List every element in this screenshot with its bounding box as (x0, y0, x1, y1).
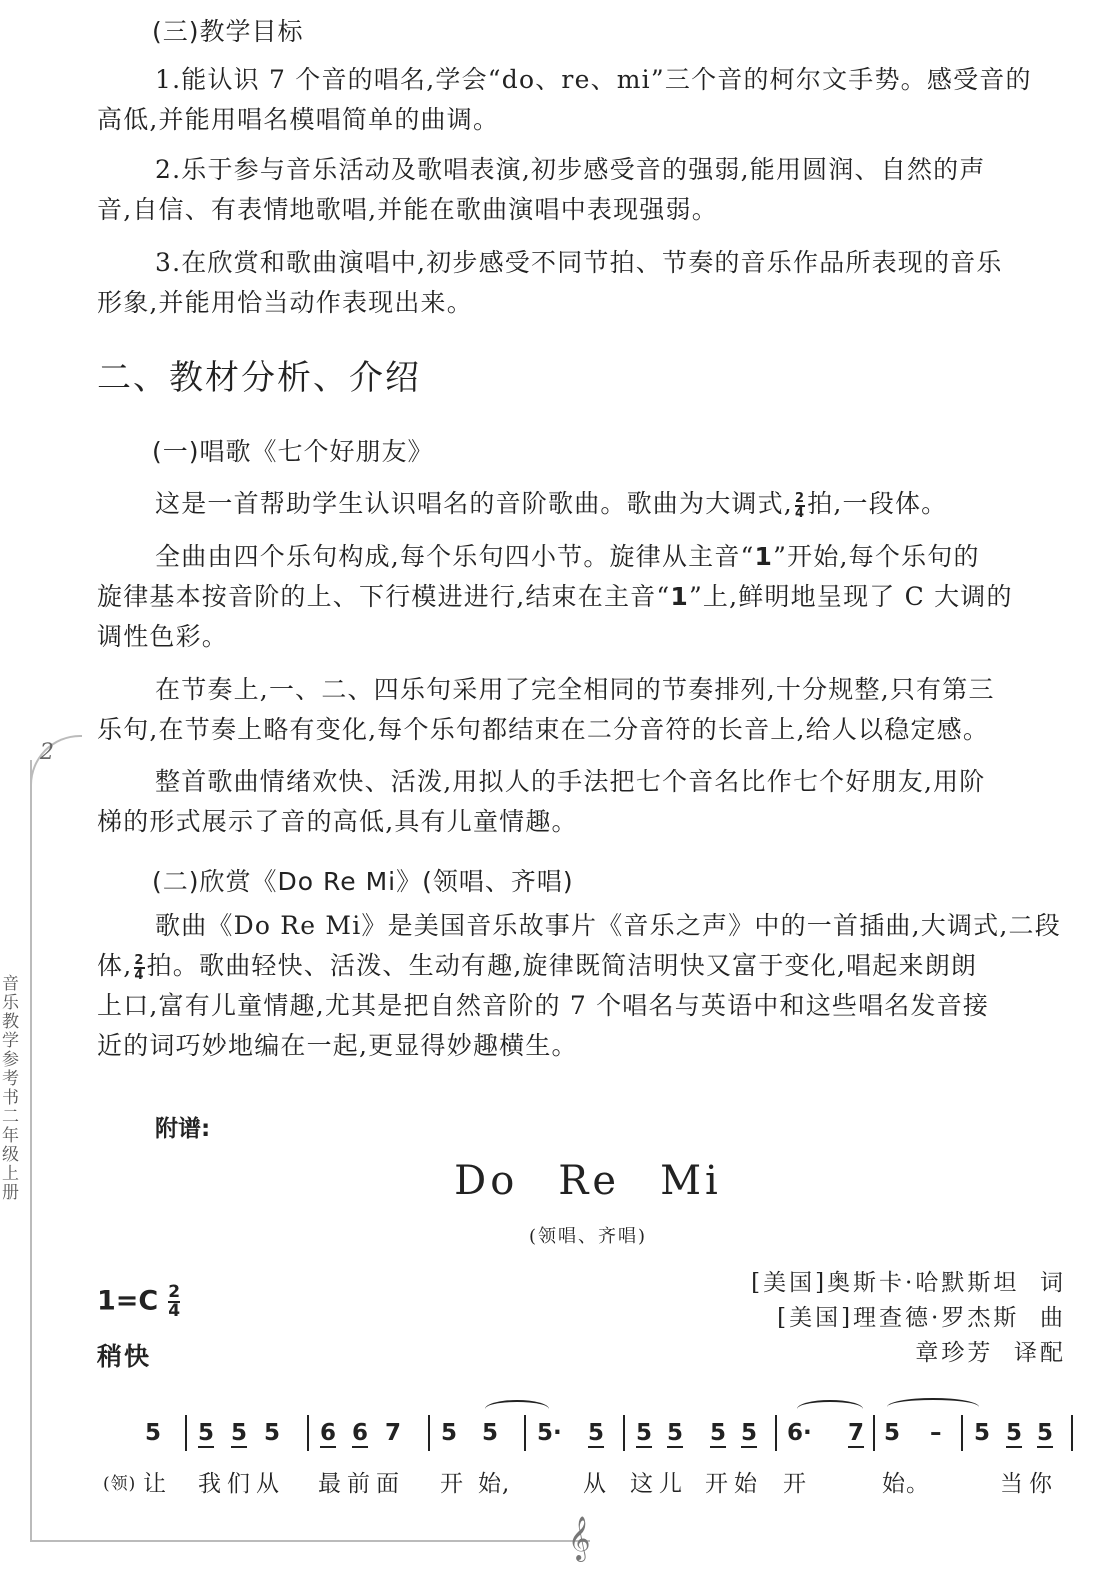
part1-paragraph-2: 全曲由四个乐句构成,每个乐句四小节。旋律从主音“1”开始,每个乐句的 旋律基本按音阶的上、下行模进进行,结束在主音“1”上,鲜明地呈现了 C 大调的 调性色彩。 (97, 542, 1013, 651)
tempo-marking: 稍快 (97, 1342, 152, 1371)
treble-clef-icon: 𝄞 (568, 1516, 591, 1560)
part1-heading: (一)唱歌《七个好朋友》 (152, 437, 434, 466)
section-heading-goals: (三)教学目标 (152, 17, 304, 46)
score-credits (751, 1266, 1066, 1371)
goal-1: 1.能认识 7 个音的唱名,学会“do、re、mi”三个音的柯尔文手势。感受音的 高低,并能用唱名模唱简单的曲调。 (97, 65, 1032, 134)
time-signature: $\frac{2}{4}$ (794, 490, 806, 521)
note: 6 (352, 1420, 369, 1446)
note: 5 (482, 1420, 499, 1446)
barline (185, 1415, 187, 1451)
barline (307, 1415, 309, 1451)
lyric: 当你 (1000, 1471, 1058, 1497)
note: 7 (848, 1420, 865, 1446)
chapter-heading: 二、教材分析、介绍 (97, 358, 421, 398)
slur (485, 1400, 549, 1418)
part2-paragraph: 歌曲《Do Re Mi》是美国音乐故事片《音乐之声》中的一首插曲,大调式,二段 体, $\frac{2}{4}$ 拍。歌曲轻快、活泼、生动有趣,旋律既简洁明快又富于变化,唱起来朗朗 上口,富有儿童情趣,尤其是把自然音阶的 7 个唱名与英语中和这些唱名发音接 近的词巧妙地编在一起,更显得妙趣横生。 (97, 911, 1061, 1060)
lyric: 开始 (705, 1471, 763, 1497)
lyric: 我们从 (198, 1471, 285, 1497)
appendix-label: 附谱: (155, 1116, 211, 1142)
goal-3: 3.在欣赏和歌曲演唱中,初步感受不同节拍、节奏的音乐作品所表现的音乐 形象,并能用恰当动作表现出来。 (97, 248, 1003, 317)
score-subtitle: (领唱、齐唱) (528, 1226, 648, 1247)
lyric: 始。 (882, 1471, 930, 1497)
note: 5 (231, 1420, 248, 1446)
part1-paragraph-1: 这是一首帮助学生认识唱名的音阶歌曲。歌曲为大调式, $\frac{2}{4}$ 拍,一段体。 (155, 489, 948, 521)
score-time-signature: $\frac{2}{4}$ (168, 1282, 181, 1321)
credit-translator: 章珍芳 译配 (915, 1340, 1066, 1366)
note: 5 (710, 1420, 727, 1446)
lyric: 从 (583, 1471, 607, 1497)
note: 6· (787, 1420, 812, 1446)
barline (623, 1415, 625, 1451)
barline (961, 1415, 963, 1451)
note: 5 (1037, 1420, 1054, 1446)
part1-paragraph-3: 在节奏上,一、二、四乐句采用了完全相同的节奏排列,十分规整,只有第三 乐句,在节奏上略有变化,每个乐句都结束在二分音符的长音上,给人以稳定感。 (97, 675, 995, 744)
note: 5 (588, 1420, 605, 1446)
lyric: 开 (783, 1471, 807, 1497)
margin-rule (30, 760, 32, 1540)
note: 5 (741, 1420, 758, 1446)
key-signature: 1=C $\frac{2}{4}$ (97, 1282, 181, 1321)
margin-arc (30, 735, 82, 787)
note: – (930, 1420, 942, 1446)
credit-lyricist: [美国]奥斯卡·哈默斯坦 词 (751, 1270, 1066, 1296)
time-signature: $\frac{2}{4}$ (134, 952, 145, 983)
lyric: 开 (440, 1471, 464, 1497)
note: 5 (667, 1420, 684, 1446)
lyric: 让 (143, 1471, 167, 1497)
goal-2: 2.乐于参与音乐活动及歌唱表演,初步感受音的强弱,能用圆润、自然的声 音,自信、有表情地歌唱,并能在歌曲演唱中表现强弱。 (97, 155, 986, 224)
lyric-role: (领) (103, 1474, 137, 1494)
note: 5 (974, 1420, 991, 1446)
barline (524, 1415, 526, 1451)
note: 5 (441, 1420, 458, 1446)
barline (873, 1415, 875, 1451)
note: 7 (385, 1420, 402, 1446)
note: 6 (320, 1420, 337, 1446)
lyric: 始, (478, 1471, 511, 1497)
note: 5· (537, 1420, 562, 1446)
note: 5 (636, 1420, 653, 1446)
score-title: Do Re Mi (454, 1158, 722, 1204)
note: 5 (264, 1420, 281, 1446)
note: 5 (1006, 1420, 1023, 1446)
page-number: 2 (40, 740, 54, 765)
bottom-rule (30, 1540, 590, 1542)
slur (887, 1398, 979, 1416)
credit-composer: [美国]理查德·罗杰斯 曲 (777, 1305, 1066, 1331)
barline (428, 1415, 430, 1451)
barline (1071, 1415, 1073, 1451)
note: 5 (145, 1420, 162, 1446)
note: 5 (884, 1420, 901, 1446)
note: 5 (198, 1420, 215, 1446)
part1-paragraph-4: 整首歌曲情绪欢快、活泼,用拟人的手法把七个音名比作七个好朋友,用阶 梯的形式展示了音的高低,具有儿童情趣。 (97, 767, 986, 836)
barline (775, 1415, 777, 1451)
slur (797, 1400, 863, 1418)
book-side-label: 音乐教学参考书二年级上册 (2, 974, 19, 1203)
lyric: 这儿 (630, 1471, 688, 1497)
lyric: 最前面 (318, 1471, 405, 1497)
part2-heading: (二)欣赏《Do Re Mi》(领唱、齐唱) (152, 867, 574, 896)
